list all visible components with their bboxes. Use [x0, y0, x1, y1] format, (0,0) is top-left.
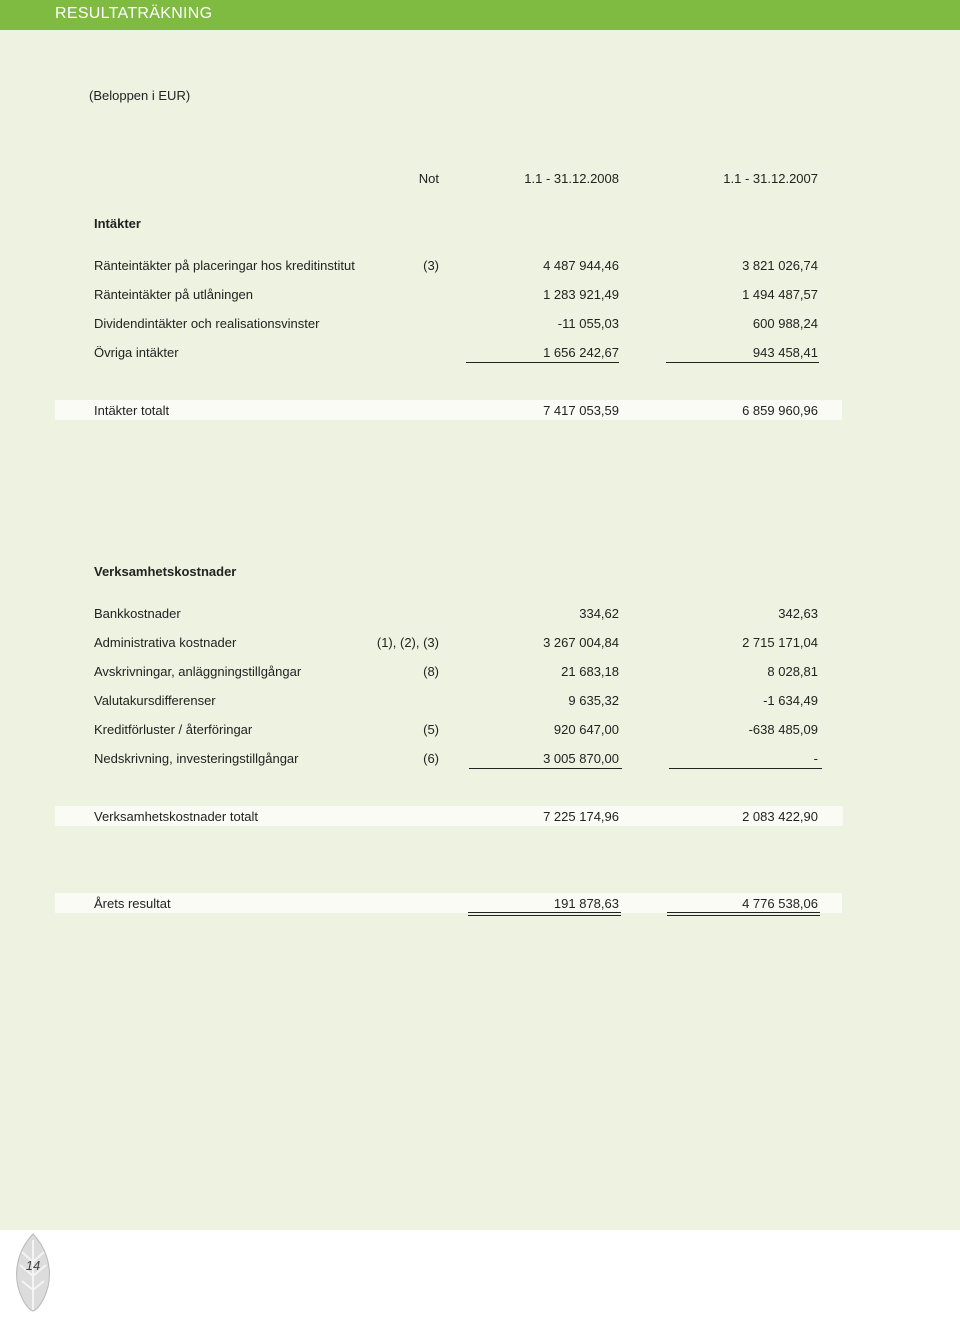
income-row-value-2008: 1 656 242,67 — [543, 345, 619, 360]
expenses-total-value-2008: 7 225 174,96 — [543, 809, 619, 824]
income-row-label: Ränteintäkter på utlåningen — [94, 287, 254, 302]
income-row-label: Dividendintäkter och realisationsvinster — [94, 316, 320, 331]
expense-row-value-2008: 3 267 004,84 — [543, 635, 619, 650]
expense-row-label: Bankkostnader — [94, 606, 181, 621]
expense-row-value-2007: 8 028,81 — [767, 664, 818, 679]
column-header-2008: 1.1 - 31.12.2008 — [524, 171, 619, 186]
result-value-2008: 191 878,63 — [553, 896, 619, 911]
double-underline — [667, 912, 820, 913]
double-underline — [468, 915, 621, 916]
expense-row-value-2008: 9 635,32 — [568, 693, 619, 708]
expense-row-value-2007: - — [813, 751, 818, 766]
income-row-label: Ränteintäkter på placeringar hos kreditinstitut — [94, 258, 355, 273]
expense-row-value-2008: 920 647,00 — [553, 722, 619, 737]
income-row-note: (3) — [423, 258, 439, 273]
expense-row-note: (6) — [423, 751, 439, 766]
expense-row-label: Avskrivningar, anläggningstillgångar — [94, 664, 302, 679]
income-row-value-2008: 4 487 944,46 — [543, 258, 619, 273]
expense-row-value-2007: 2 715 171,04 — [742, 635, 818, 650]
income-row-value-2007: 600 988,24 — [752, 316, 818, 331]
expenses-total-label: Verksamhetskostnader totalt — [94, 809, 259, 824]
double-underline — [667, 915, 820, 916]
page-number: 14 — [25, 1258, 41, 1273]
page-header — [0, 0, 960, 30]
subtotal-underline — [469, 768, 622, 769]
expense-row-value-2008: 21 683,18 — [561, 664, 619, 679]
subtotal-underline — [666, 362, 819, 363]
expenses-total-value-2007: 2 083 422,90 — [742, 809, 818, 824]
income-total-value-2008: 7 417 053,59 — [543, 403, 619, 418]
expense-row-value-2007: 342,63 — [778, 606, 818, 621]
subtotal-underline — [466, 362, 619, 363]
income-row-value-2008: -11 055,03 — [557, 316, 619, 331]
result-label: Årets resultat — [94, 896, 171, 911]
statement-panel — [0, 30, 960, 1230]
income-row-value-2008: 1 283 921,49 — [543, 287, 619, 302]
expense-row-label: Kreditförluster / återföringar — [94, 722, 253, 737]
currency-note: (Beloppen i EUR) — [89, 88, 191, 103]
income-total-label: Intäkter totalt — [94, 403, 170, 418]
expense-row-value-2008: 3 005 870,00 — [543, 751, 619, 766]
expense-row-label: Nedskrivning, investeringstillgångar — [94, 751, 299, 766]
income-row-value-2007: 3 821 026,74 — [742, 258, 818, 273]
double-underline — [468, 912, 621, 913]
section-heading-income: Intäkter — [94, 216, 141, 231]
expense-row-note: (5) — [423, 722, 439, 737]
income-row-value-2007: 943 458,41 — [752, 345, 818, 360]
expense-row-label: Administrativa kostnader — [94, 635, 237, 650]
expense-row-value-2008: 334,62 — [579, 606, 619, 621]
section-heading-expenses: Verksamhetskostnader — [94, 564, 237, 579]
page-title: RESULTATRÄKNING — [55, 5, 213, 22]
expense-row-note: (1), (2), (3) — [376, 635, 439, 650]
expense-row-value-2007: -1 634,49 — [763, 693, 818, 708]
income-row-label: Övriga intäkter — [94, 345, 179, 360]
expense-row-note: (8) — [423, 664, 439, 679]
result-value-2007: 4 776 538,06 — [742, 896, 818, 911]
subtotal-underline — [669, 768, 822, 769]
expense-row-label: Valutakursdifferenser — [94, 693, 216, 708]
column-header-note: Not — [418, 171, 439, 186]
expense-row-value-2007: -638 485,09 — [748, 722, 818, 737]
income-total-value-2007: 6 859 960,96 — [742, 403, 818, 418]
column-header-2007: 1.1 - 31.12.2007 — [723, 171, 818, 186]
income-row-value-2007: 1 494 487,57 — [742, 287, 818, 302]
